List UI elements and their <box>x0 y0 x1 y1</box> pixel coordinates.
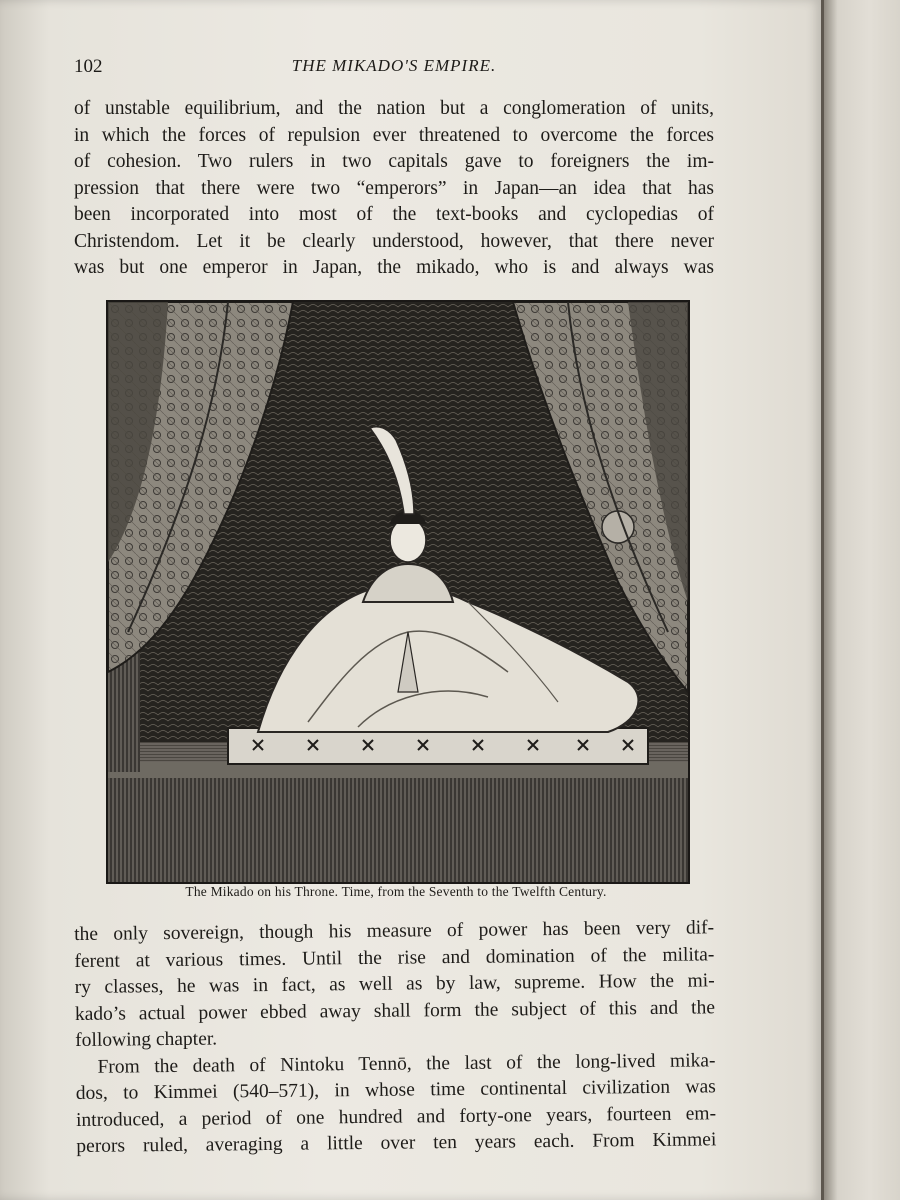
text-line: in which the forces of repulsion ever threatened to overcome the forces <box>74 124 714 146</box>
text-line: was but one emperor in Japan, the mikado, who is and always was <box>74 257 714 278</box>
paragraph-bottom <box>74 915 716 1160</box>
text-line: of cohesion. Two rulers in two capitals gave to foreigners the im- <box>74 151 714 172</box>
text-line: kado’s actual power ebbed away shall form the subject of this and the <box>74 996 716 1025</box>
paragraph-top <box>74 96 714 282</box>
text-line: ferent at various times. Until the rise and domination of the milita- <box>74 943 715 972</box>
text-line: pression that there were two “emperors” in Japan—an idea that has <box>74 177 714 199</box>
mikado-throne-engraving <box>108 302 688 882</box>
adjacent-page <box>824 0 900 1200</box>
text-line: introduced, a period of one hundred and forty-one years, fourteen em- <box>75 1102 717 1131</box>
figure-caption: The Mikado on his Throne. Time, from the Seventh to the Twelfth Century. <box>185 884 607 899</box>
text-line: dos, to Kimmei (540–571), in whose time continental civilization was <box>75 1076 716 1104</box>
text-line: been incorporated into most of the text-books and cyclopedias of <box>74 204 714 225</box>
text-line: of unstable equilibrium, and the nation but a conglomeration of units, <box>74 98 714 119</box>
text-line: From the death of Nintoku Tennō, the last of the long-lived mika- <box>97 1049 716 1078</box>
text-line: ry classes, he was in fact, as well as by law, supreme. How the mi- <box>74 970 715 998</box>
text-line: the only sovereign, though his measure of power has been very dif- <box>74 917 715 945</box>
page-header <box>74 56 714 82</box>
page-number: 102 <box>74 56 103 77</box>
running-title: THE MIKADO'S EMPIRE. <box>291 56 497 75</box>
text-line: Christendom. Let it be clearly understood, however, that there never <box>74 230 714 252</box>
text-line: perors ruled, averaging a little over ten years each. From Kimmei <box>76 1129 717 1157</box>
engraving-illustration <box>106 300 690 884</box>
text-line: following chapter. <box>75 1028 218 1051</box>
